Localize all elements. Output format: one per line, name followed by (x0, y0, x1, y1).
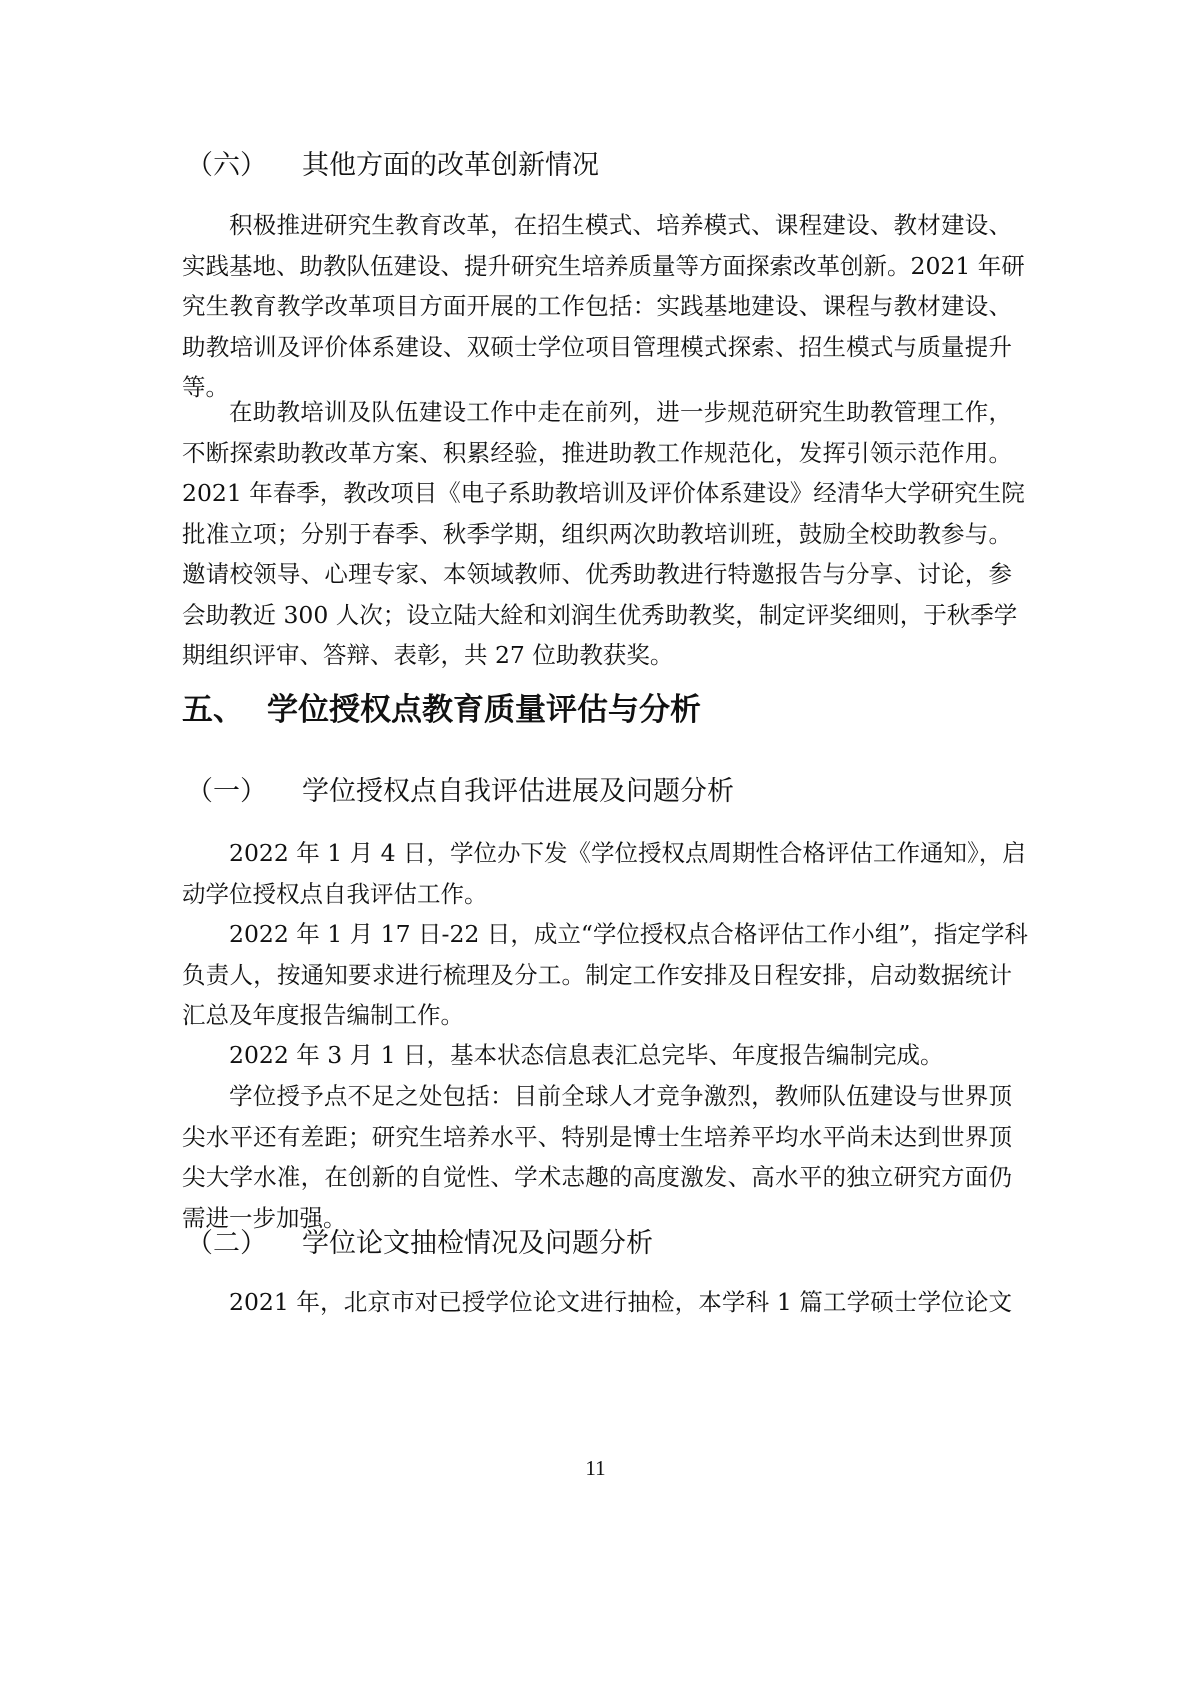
text-line: 2022 年 1 月 4 日，学位办下发《学位授权点周期性合格评估工作通知》，启 (229, 839, 1026, 867)
text-line: 2021 年春季，教改项目《电子系助教培训及评价体系建设》经清华大学研究生院 (182, 479, 1025, 507)
text-line: 期组织评审、答辩、表彰，共 27 位助教获奖。 (182, 641, 674, 669)
text-line: 助教培训及评价体系建设、双硕士学位项目管理模式探索、招生模式与质量提升 (182, 332, 1012, 361)
section-6-paragraph-2 (182, 392, 1025, 676)
text-line: 积极推进研究生教育改革，在招生模式、培养模式、课程建设、教材建设、 (229, 211, 1012, 239)
text-line: 需进一步加强。 (182, 1203, 347, 1232)
text-line: 2022 年 1 月 17 日-22 日，成立“学位授权点合格评估工作小组”，指定学科 (229, 920, 1028, 948)
text-line: 尖水平还有差距；研究生培养水平、特别是博士生培养平均水平尚未达到世界顶 (182, 1122, 1012, 1151)
text-line: 尖大学水准，在创新的自觉性、学术志趣的高度激发、高水平的独立研究方面仍 (182, 1163, 1012, 1191)
chapter-5-number: 五、 (182, 692, 244, 728)
page-number: 11 (585, 1456, 606, 1480)
text-line: 不断探索助教改革方案、积累经验，推进助教工作规范化，发挥引领示范作用。 (182, 438, 1012, 467)
chapter-5-title: 学位授权点教育质量评估与分析 (267, 692, 701, 728)
text-line: 批准立项；分别于春季、秋季学期，组织两次助教培训班，鼓励全校助教参与。 (182, 519, 1012, 548)
section-6-number: （六） (186, 150, 267, 181)
section-6-heading (186, 148, 599, 184)
text-line: 2021 年，北京市对已授学位论文进行抽检，本学科 1 篇工学硕士学位论文 (229, 1288, 1012, 1316)
text-line: 实践基地、助教队伍建设、提升研究生培养质量等方面探索改革创新。2021 年研 (182, 251, 1025, 280)
chapter-5-heading (182, 690, 701, 730)
subsection-1-paragraph-2 (182, 914, 1028, 1036)
subsection-1-heading (186, 774, 734, 810)
subsection-2-paragraph-1 (182, 1282, 1012, 1323)
text-line: 动学位授权点自我评估工作。 (182, 879, 488, 908)
subsection-1-paragraph-4 (182, 1076, 1012, 1238)
text-line: 学位授予点不足之处包括：目前全球人才竞争激烈，教师队伍建设与世界顶 (229, 1082, 1012, 1110)
text-line: 在助教培训及队伍建设工作中走在前列，进一步规范研究生助教管理工作， (229, 398, 1012, 426)
subsection-1-paragraph-3 (182, 1035, 1012, 1076)
section-6-title: 其他方面的改革创新情况 (302, 150, 599, 181)
subsection-1-title: 学位授权点自我评估进展及问题分析 (302, 776, 734, 807)
subsection-2-title: 学位论文抽检情况及问题分析 (302, 1228, 653, 1259)
text-line: 究生教育教学改革项目方面开展的工作包括：实践基地建设、课程与教材建设、 (182, 292, 1012, 320)
subsection-1-paragraph-1 (182, 833, 1026, 914)
text-line: 2022 年 3 月 1 日，基本状态信息表汇总完毕、年度报告编制完成。 (229, 1041, 944, 1069)
subsection-1-number: （一） (186, 776, 267, 807)
text-line: 等。 (182, 373, 229, 401)
text-line: 邀请校领导、心理专家、本领域教师、优秀助教进行特邀报告与分享、讨论，参 (182, 560, 1012, 588)
text-line: 汇总及年度报告编制工作。 (182, 1001, 464, 1029)
subsection-2-heading (186, 1226, 653, 1262)
text-line: 负责人，按通知要求进行梳理及分工。制定工作安排及日程安排，启动数据统计 (182, 960, 1012, 989)
subsection-2-number: （二） (186, 1228, 267, 1259)
section-6-paragraph-1 (182, 205, 1025, 408)
text-line: 会助教近 300 人次；设立陆大絟和刘润生优秀助教奖，制定评奖细则，于秋季学 (182, 600, 1018, 629)
